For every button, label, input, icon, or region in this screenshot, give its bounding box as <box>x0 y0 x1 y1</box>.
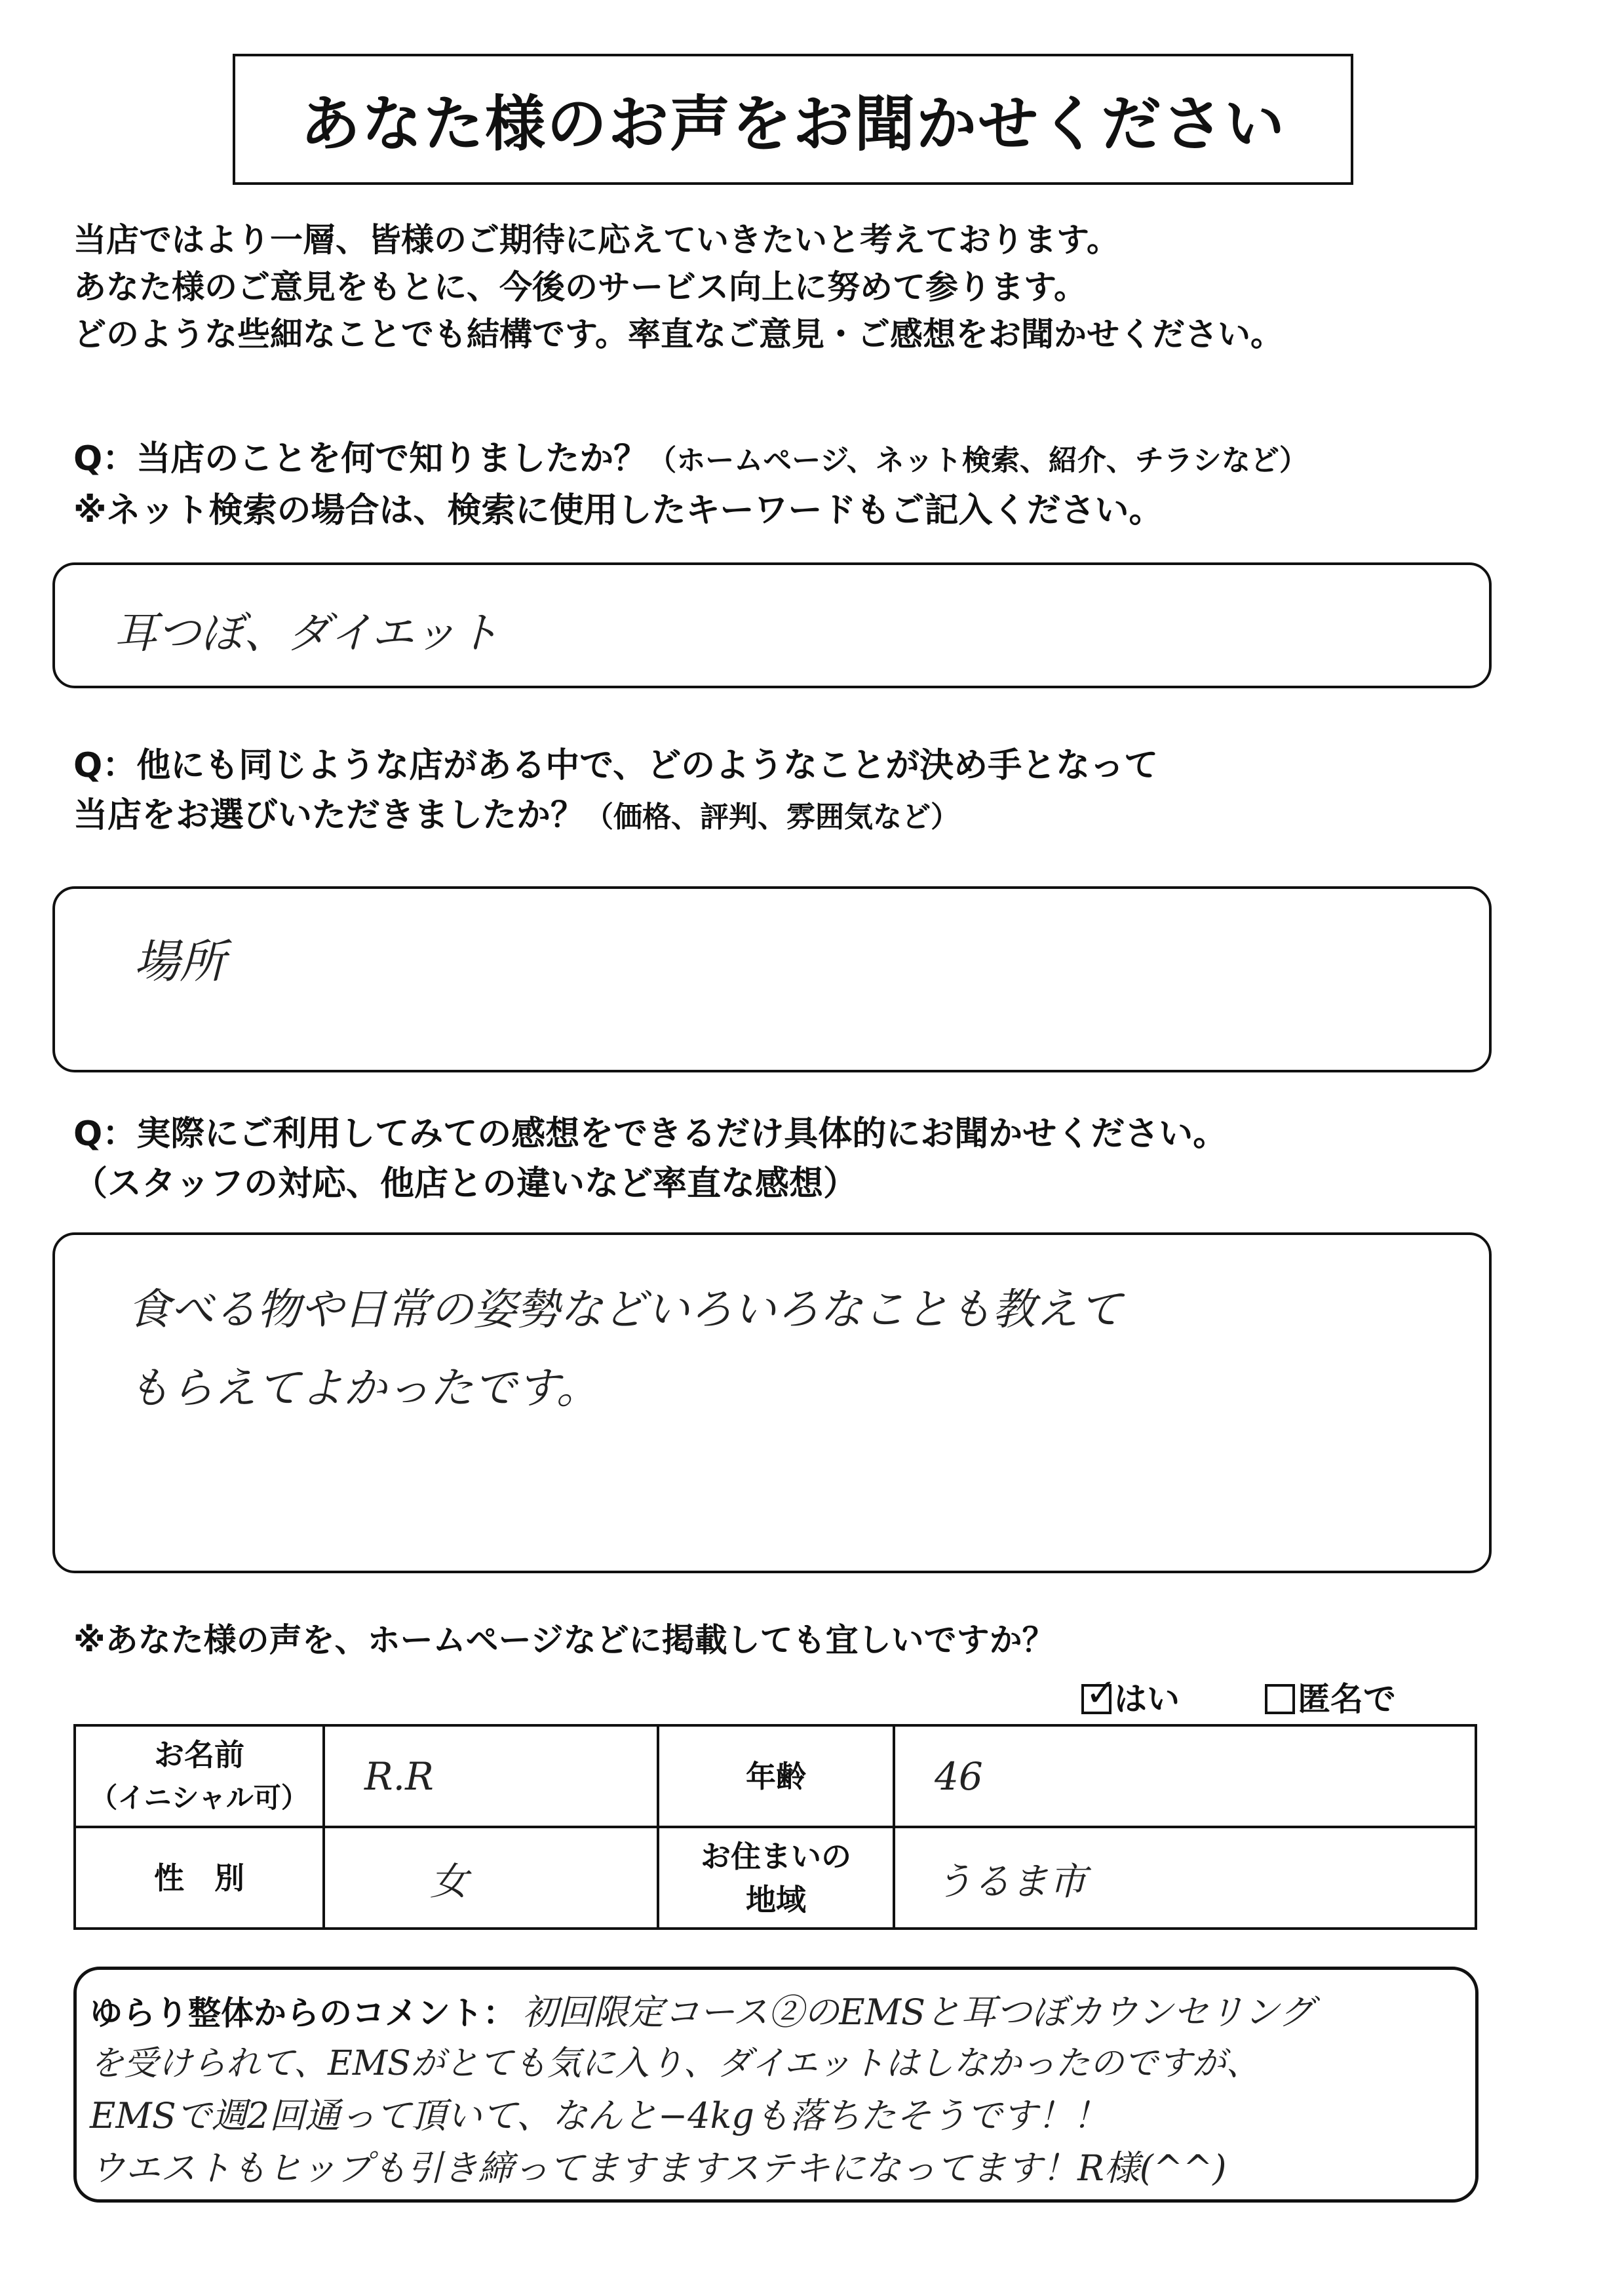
survey-title: あなた様のお声をお聞かせください <box>233 54 1353 185</box>
intro-line-2: あなた様のご意見をもとに、今後のサービス向上に努めて参ります。 <box>73 268 1087 306</box>
consent-question: ※あなた様の声を、ホームページなどに掲載しても宜しいですか？ <box>73 1621 1055 1659</box>
check-mark-icon: ✓ <box>1085 1670 1117 1715</box>
info-table <box>73 1724 1477 1930</box>
q3-line-1: Q：実際にご利用してみての感想をできるだけ具体的にお聞かせください。 <box>73 1114 1228 1154</box>
q1-line-1: Q：当店のことを何で知りましたか？ <box>73 439 648 479</box>
age-field[interactable]: 46 <box>894 1725 1476 1827</box>
q3-text <box>73 1109 1227 1209</box>
gender-label: 性 別 <box>75 1827 324 1929</box>
q2-text <box>73 741 1158 842</box>
q1-line-1-sub: （ホームページ、ネット検索、紹介、チラシなど） <box>648 444 1308 477</box>
intro-text <box>73 216 1555 358</box>
staff-comment-box <box>73 1967 1479 2203</box>
area-label: お住まいの 地域 <box>658 1827 894 1929</box>
comment-line-2: を受けられて、EMSがとても気に入り、ダイエットはしなかったのですが、 <box>90 2044 1260 2083</box>
comment-line-3: EMSで週2回通って頂いて、なんと−4kgも落ちたそうです！！ <box>90 2095 1108 2136</box>
q3-answer-line-2: もらえてよかったです。 <box>127 1363 600 1413</box>
consent-yes-label: はい <box>1114 1680 1180 1718</box>
checkbox-anonymous[interactable] <box>1265 1684 1295 1714</box>
age-label: 年齢 <box>658 1725 894 1827</box>
comment-line-1: 初回限定コース②のEMSと耳つぼカウンセリング <box>522 1991 1314 2033</box>
consent-yes[interactable] <box>1081 1670 1180 1720</box>
q2-answer: 場所 <box>134 935 225 989</box>
consent-anon-label: 匿名で <box>1298 1680 1396 1718</box>
intro-line-3: どのような些細なことでも結構です。率直なご意見・ご感想をお聞かせください。 <box>73 315 1283 353</box>
q1-line-2: ※ネット検索の場合は、検索に使用したキーワードもご記入ください。 <box>73 491 1163 530</box>
q2-line-1: Q：他にも同じような店がある中で、どのようなことが決め手となって <box>73 746 1159 785</box>
q3-answer-line-1: 食べる物や日常の姿勢などいろいろなことも教えて <box>127 1284 1122 1335</box>
gender-field[interactable]: 女 <box>324 1827 658 1929</box>
q3-answer-box[interactable] <box>52 1232 1492 1573</box>
q2-answer-box[interactable] <box>52 886 1492 1072</box>
comment-heading: ゆらり整体からのコメント： <box>90 1994 516 2032</box>
checkbox-yes[interactable] <box>1081 1670 1117 1715</box>
comment-line-4: ウエストもヒップも引き締ってますますステキになってます！R様(^^) <box>90 2148 1227 2189</box>
q2-line-2-sub: （価格、評判、雰囲気など） <box>585 800 960 834</box>
intro-line-1: 当店ではより一層、皆様のご期待に応えていきたいと考えております。 <box>73 221 1119 259</box>
name-field[interactable]: R.R <box>324 1725 658 1827</box>
consent-anonymous[interactable] <box>1265 1673 1396 1720</box>
q1-answer-box[interactable] <box>52 562 1492 688</box>
q3-line-2: （スタッフの対応、他店との違いなど率直な感想） <box>73 1164 858 1204</box>
name-label: お名前 （イニシャル可） <box>75 1725 324 1827</box>
q2-line-2: 当店をお選びいただきましたか？ <box>73 796 585 835</box>
q1-answer: 耳つぼ、ダイエット <box>114 608 500 658</box>
area-field[interactable]: うるま市 <box>894 1827 1476 1929</box>
q1-text <box>73 434 1308 536</box>
